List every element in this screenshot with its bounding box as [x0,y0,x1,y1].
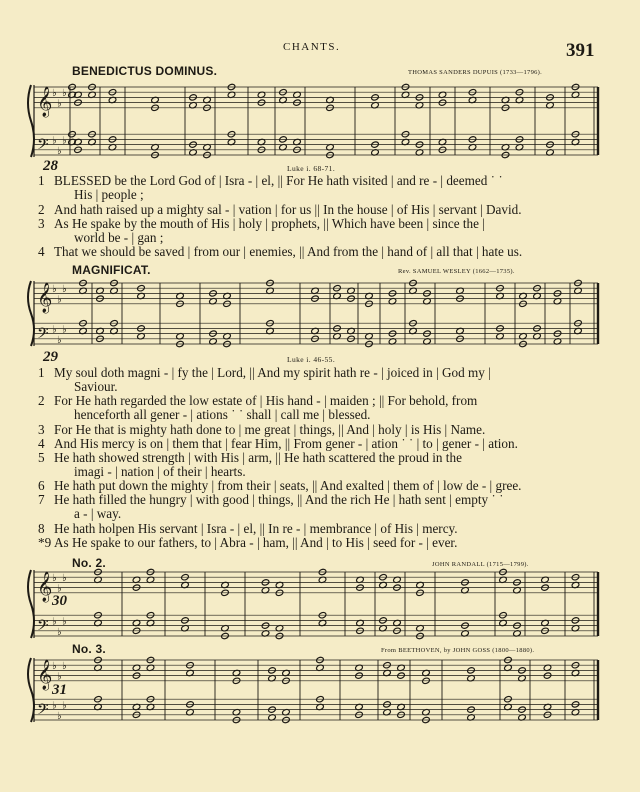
composer-credit: JOHN RANDALL (1715—1799). [432,561,529,568]
brace [28,658,34,722]
flat-sign-icon: ♭ [52,284,57,296]
verse-line: BLESSED be the Lord God of | Isra - | el, || For He hath visited | and re - | deemed ˙ ˙ [54,173,503,188]
treble-clef-icon: 𝄞 [37,571,53,602]
brace [28,570,34,638]
treble-clef-icon: 𝄞 [37,86,53,117]
flat-sign-icon: ♭ [52,573,57,585]
flat-sign-icon: ♭ [62,88,67,100]
flat-sign-icon: ♭ [57,671,62,683]
verse-line: He hath put down the mighty | from their | seats, || And exalted | them of | low de - | gree. [54,478,522,493]
verse-line: imagi - | nation | of their | hearts. [74,464,246,480]
flat-sign-icon: ♭ [57,626,62,638]
chant-title: BENEDICTUS DOMINUS. [72,64,218,78]
chant-title: No. 3. [72,642,106,656]
verse [38,217,604,246]
treble-clef-icon: 𝄞 [37,659,53,690]
verse-number: 3 [38,216,45,231]
verse-line: He hath holpen His servant | Isra - | el, || In re - | membrance | of His | mercy. [54,521,458,536]
music-system [0,654,640,724]
music-system [0,566,640,640]
verse-line: He hath filled the hungry | with good | things, || And the rich He | hath sent | empty ˙ ˙ [54,492,504,507]
verse-line: He hath showed strength | with His | arm, || He hath scattered the proud in the [54,450,462,465]
verse-line: As He spake by the mouth of His | holy | prophets, || Which have been | since the | [54,216,485,231]
flat-sign-icon: ♭ [52,700,57,712]
flat-sign-icon: ♭ [62,135,67,147]
running-head: CHANTS. [283,41,341,53]
verse-number: 8 [38,521,45,536]
verse-line: And His mercy is on | them that | fear Him, || From gener - | ation ˙ ˙ | to | gener - | ation. [54,436,518,451]
bass-clef-icon: 𝄢 [37,325,49,346]
verse-line: For He that is mighty hath done to | me great | things, || And | holy | is His | Name. [54,422,486,437]
verse-number: 4 [38,436,45,451]
verse-line: That we should be saved | from our | enemies, || And from the | hand of | all that | hate us. [54,244,523,259]
verse-number: *9 [38,535,52,550]
verse-number: 3 [38,422,45,437]
flat-sign-icon: ♭ [57,145,62,157]
flat-sign-icon: ♭ [62,661,67,673]
verse-number: 7 [38,492,45,507]
verse-number: 6 [38,478,45,493]
verse [38,174,604,203]
verse-line: a - | way. [74,506,122,522]
verse [38,366,604,395]
bass-clef-icon: 𝄢 [37,136,49,157]
verse-number: 2 [38,393,45,408]
verse-number: 2 [38,202,45,217]
verse [38,394,604,423]
page-number: 391 [566,40,595,61]
composer-credit: Rev. SAMUEL WESLEY (1662—1735). [398,268,515,275]
brace [28,85,34,157]
flat-sign-icon: ♭ [57,294,62,306]
composer-credit: From BEETHOVEN, by JOHN GOSS (1800—1880). [381,647,535,654]
scripture-reference: Luke i. 68-71. [287,164,336,173]
verse [38,245,604,259]
flat-sign-icon: ♭ [62,324,67,336]
flat-sign-icon: ♭ [57,583,62,595]
verse-line: Saviour. [74,379,118,395]
verse-line: henceforth all gener - | ations ˙ ˙ shall | call me | blessed. [74,407,371,423]
flat-sign-icon: ♭ [57,710,62,722]
verse [38,451,604,480]
verse-line: world be - | gan ; [74,230,164,246]
brace [28,281,34,346]
music-system [0,80,640,160]
flat-sign-icon: ♭ [57,334,62,346]
verse-line: My soul doth magni - | fy the | Lord, || And my spirit hath re - | joiced in | God my | [54,365,491,380]
verse-number: 4 [38,244,45,259]
verse-number: 1 [38,173,45,188]
verse-line: As He spake to our fathers, to | Abra - | ham, || And | to His | seed for - | ever. [54,535,458,550]
composer-credit: THOMAS SANDERS DUPUIS (1733—1796). [408,69,543,76]
bass-clef-icon: 𝄢 [37,617,49,638]
flat-sign-icon: ♭ [52,616,57,628]
verse-number: 5 [38,450,45,465]
hymn-number: 30 [52,593,67,609]
flat-sign-icon: ♭ [62,284,67,296]
flat-sign-icon: ♭ [52,88,57,100]
flat-sign-icon: ♭ [62,616,67,628]
scripture-reference: Luke i. 46-55. [287,355,336,364]
music-system [0,277,640,349]
flat-sign-icon: ♭ [57,98,62,110]
flat-sign-icon: ♭ [52,661,57,673]
verse-line: His | people ; [74,187,144,203]
bass-clef-icon: 𝄢 [37,701,49,722]
verse-line: For He hath regarded the low estate of | His hand - | maiden ; || For behold, from [54,393,478,408]
verse [38,493,604,522]
flat-sign-icon: ♭ [52,324,57,336]
verse [38,536,604,550]
flat-sign-icon: ♭ [62,700,67,712]
verse-number: 1 [38,365,45,380]
hymn-number: 31 [52,682,67,698]
hymn-number: 28 [43,158,58,174]
flat-sign-icon: ♭ [52,135,57,147]
verse-line: And hath raised up a mighty sal - | vation | for us || In the house | of His | servant | David. [54,202,522,217]
chant-title: No. 2. [72,556,106,570]
hymn-number: 29 [43,349,58,365]
chant-title: MAGNIFICAT. [72,263,151,277]
flat-sign-icon: ♭ [62,573,67,585]
treble-clef-icon: 𝄞 [37,282,53,313]
